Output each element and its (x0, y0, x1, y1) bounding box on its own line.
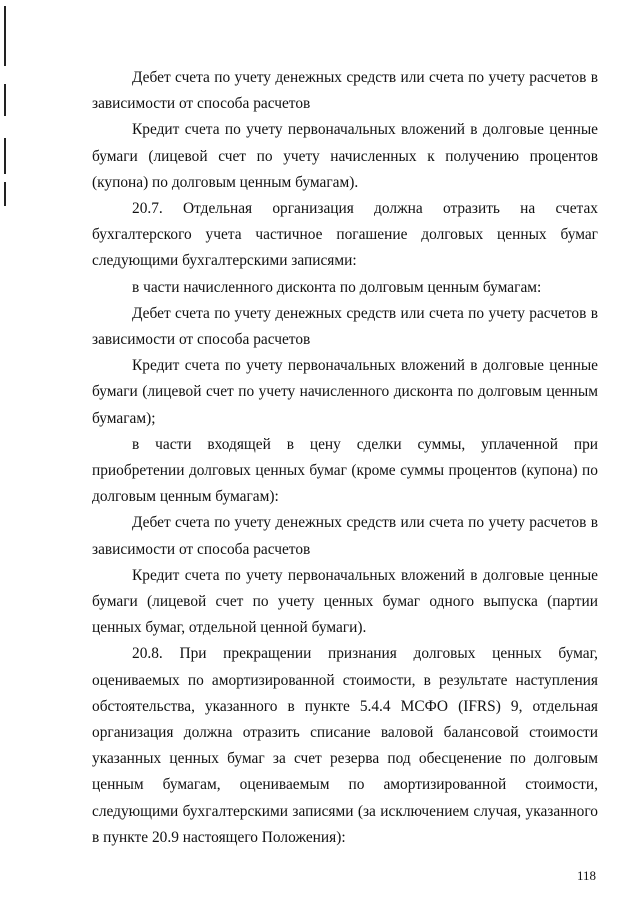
page-number: 118 (576, 868, 596, 883)
paragraph-credit-2: Кредит счета по учету первоначальных вложений в долговые ценные бумаги (лицевой счет по учету начисленного дисконта по долговым ценным бумагам); (92, 357, 598, 427)
paragraph-credit-1: Кредит счета по учету первоначальных вложений в долговые ценные бумаги (лицевой счет по учету начисленных к получению процентов (купона) по долговым ценным бумагам). (92, 121, 598, 191)
paragraph-debit-3: Дебет счета по учету денежных средств или счета по учету расчетов в зависимости от способа расчетов (92, 514, 598, 558)
margin-revision-bar (4, 138, 6, 174)
paragraph-section-20-7: 20.7. Отдельная организация должна отразить на счетах бухгалтерского учета частичное погашение долговых ценных бумаг следующими бухгалтерскими записями: (92, 200, 598, 270)
paragraph-section-20-8: 20.8. При прекращении признания долговых ценных бумаг, оцениваемых по амортизированной стоимости, в результате наступления обстоятельства, указанного в пункте 5.4.4 МСФО (IFRS) 9, отдельная организация должна отразить списание валовой балансовой стоимости указанных ценных бумаг за счет резерва под обесценение по долговым ценным бумагам, оцениваемым по амортизированной стоимости, следующими бухгалтерскими записями (за исключением случая, указанного в пункте 20.9 настоящего Положения): (92, 645, 598, 846)
margin-revision-bar (4, 6, 6, 66)
paragraph-discount-part: в части начисленного дисконта по долговым ценным бумагам: (132, 278, 542, 296)
paragraph-credit-3: Кредит счета по учету первоначальных вложений в долговые ценные бумаги (лицевой счет по учету ценных бумаг одного выпуска (партии ценных бумаг, отдельной ценной бумаги). (92, 566, 598, 637)
paragraph-debit-1: Дебет счета по учету денежных средств или счета по учету расчетов в зависимости от способа расчетов (92, 69, 598, 113)
paragraph-debit-2: Дебет счета по учету денежных средств или счета по учету расчетов в зависимости от способа расчетов (92, 304, 598, 349)
margin-revision-bar (4, 84, 6, 116)
paragraph-price-part: в части входящей в цену сделки суммы, уплаченной при приобретении долговых ценных бумаг (кроме суммы процентов (купона) по долговым ценным бумагам): (92, 435, 598, 506)
document-body (92, 65, 598, 851)
margin-revision-bar (4, 182, 6, 206)
